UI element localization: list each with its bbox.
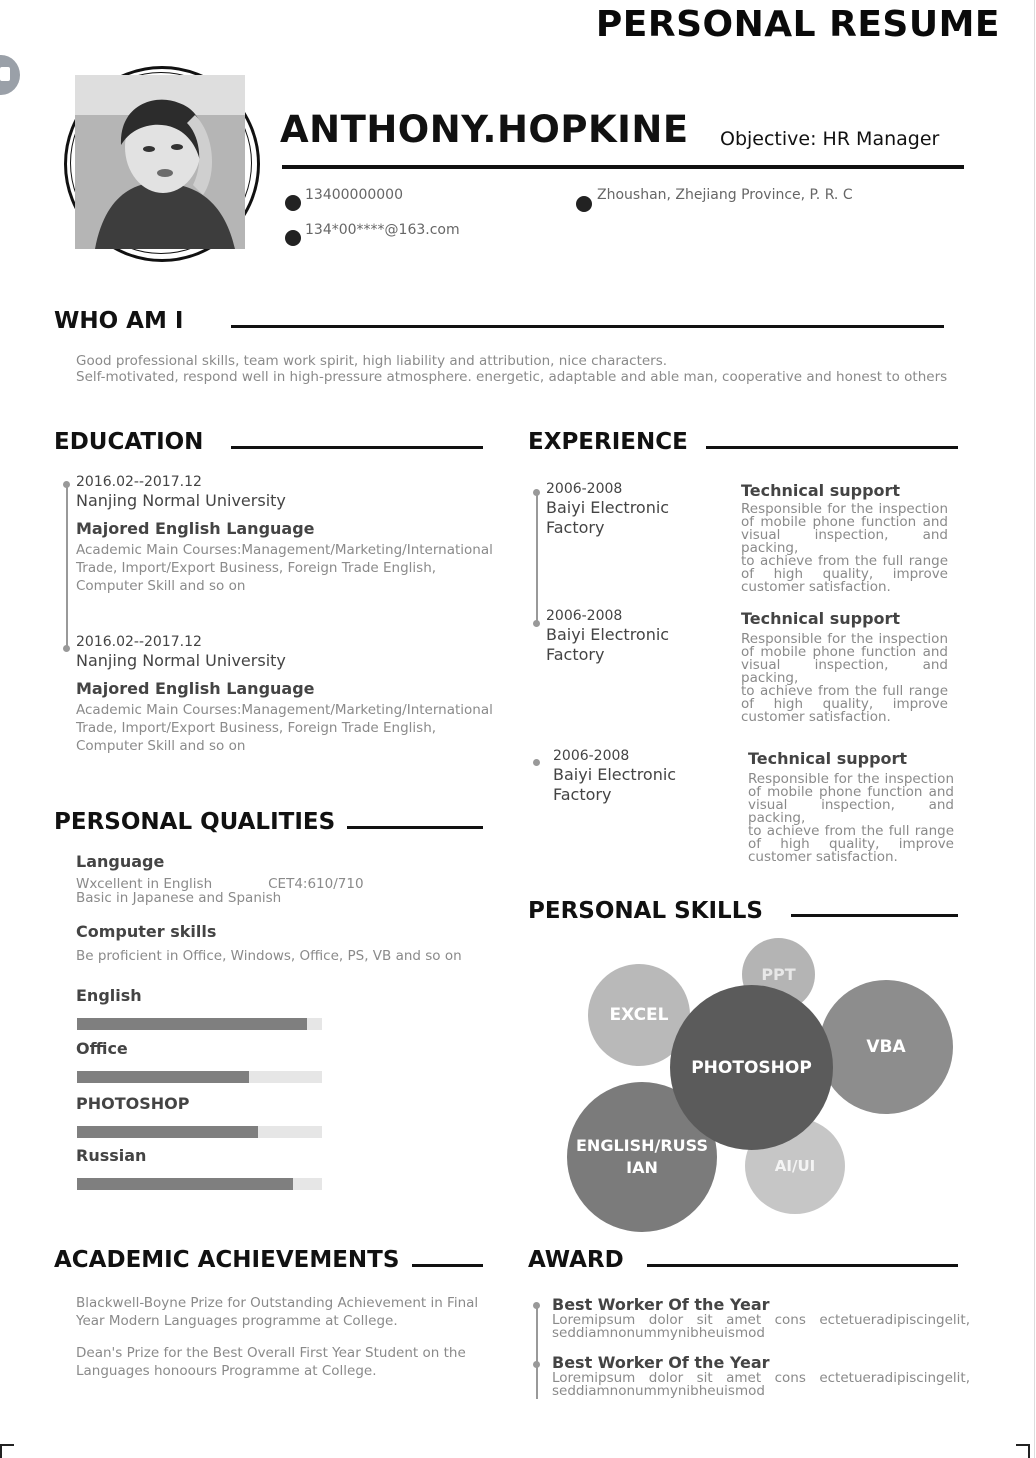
education-item (76, 474, 496, 595)
corner-mark (1016, 1444, 1030, 1458)
experience-company: Factory (553, 785, 612, 804)
experience-role: Technical support (748, 749, 908, 768)
skill-bar-fill (77, 1126, 258, 1138)
avatar (75, 75, 245, 249)
skill-bar-track (77, 1018, 322, 1030)
section-title-academic: ACADEMIC ACHIEVEMENTS (54, 1247, 400, 1273)
timeline-dot (533, 759, 540, 766)
description-line: of high quality, improve (741, 696, 948, 712)
award-description: Loremipsum dolor sit amet cons ectetueradipiscingelit, (552, 1312, 970, 1328)
skill-bubble-english-russian: ENGLISH/RUSS IAN (567, 1082, 717, 1232)
objective: Objective: HR Manager (720, 128, 940, 150)
experience-role: Technical support (741, 609, 901, 628)
description-line: Computer Skill and so on (76, 738, 246, 754)
description-line: of high quality, improve (748, 836, 954, 852)
computer-skills-text: Be proficient in Office, Windows, Office, PS, VB and so on (76, 948, 462, 964)
skill-bubble-photoshop: PHOTOSHOP (670, 985, 833, 1150)
skill-bar-label: English (76, 986, 142, 1005)
experience-role-block (741, 481, 948, 594)
description-line: Academic Main Courses:Management/Marketing/International (76, 542, 493, 558)
skill-bar-track (77, 1178, 322, 1190)
experience-company-block (546, 481, 726, 537)
skill-bar-track (77, 1126, 322, 1138)
description-line: of mobile phone function and (741, 644, 948, 660)
description-line: to achieve from the full range (741, 683, 948, 699)
award-description: seddiamnonummynibheuismod (552, 1383, 765, 1399)
description-line: of mobile phone function and (748, 784, 954, 800)
education-major: Majored English Language (76, 519, 315, 538)
experience-date: 2006-2008 (546, 608, 623, 624)
who-am-i-text (76, 352, 976, 386)
description-line: visual inspection, and packing, (748, 797, 954, 826)
education-description (76, 541, 496, 595)
skill-bubble-ai-ui: AI/UI (745, 1118, 845, 1214)
language-label: Language (76, 852, 165, 871)
education-major: Majored English Language (76, 679, 315, 698)
description-line: visual inspection, and packing, (741, 527, 948, 556)
award-title: Best Worker Of the Year (552, 1353, 770, 1372)
divider (647, 1264, 958, 1267)
timeline-line (536, 492, 538, 624)
experience-company: Baiyi Electronic (546, 625, 670, 644)
section-title-award: AWARD (528, 1247, 624, 1273)
description-line: Responsible for the inspection (741, 631, 948, 647)
award-description: Loremipsum dolor sit amet cons ectetueradipiscingelit, (552, 1370, 970, 1386)
education-school: Nanjing Normal University (76, 651, 286, 670)
experience-role-block (741, 609, 948, 724)
skill-bar-fill (77, 1178, 293, 1190)
award-description: seddiamnonummynibheuismod (552, 1325, 765, 1341)
education-school: Nanjing Normal University (76, 491, 286, 510)
description-line: to achieve from the full range (741, 553, 948, 569)
language-english: Wxcellent in English (76, 876, 213, 892)
skill-bubble-excel: EXCEL (588, 964, 690, 1066)
section-title-personal-skills: PERSONAL SKILLS (528, 898, 763, 924)
section-title-personal-qualities: PERSONAL QUALITIES (54, 809, 336, 835)
education-date: 2016.02--2017.12 (76, 474, 202, 490)
section-title-who-am-i: WHO AM I (54, 308, 184, 334)
skill-bar-label: Office (76, 1039, 128, 1058)
experience-date: 2006-2008 (546, 481, 623, 497)
divider (347, 826, 483, 829)
phone-icon (285, 195, 301, 211)
academic-line: Dean's Prize for the Best Overall First Year Student on the (76, 1345, 466, 1361)
experience-role-block (748, 749, 954, 864)
divider (412, 1264, 483, 1267)
location-pin-icon (576, 196, 592, 212)
computer-skills-label: Computer skills (76, 922, 217, 941)
description-line: visual inspection, and packing, (741, 657, 948, 686)
timeline-dot (63, 481, 70, 488)
experience-company: Factory (546, 645, 605, 664)
skill-bar-fill (77, 1071, 249, 1083)
award-item (552, 1353, 970, 1398)
divider (282, 165, 964, 169)
description-line: Academic Main Courses:Management/Marketing/International (76, 702, 493, 718)
timeline-dot (533, 1302, 540, 1309)
description-line: to achieve from the full range (748, 823, 954, 839)
experience-role: Technical support (741, 481, 901, 500)
award-item (552, 1295, 970, 1340)
experience-description (741, 633, 948, 724)
award-title: Best Worker Of the Year (552, 1295, 770, 1314)
who-am-i-line: Good professional skills, team work spirit, high liability and attribution, nice characters. (76, 353, 668, 369)
education-date: 2016.02--2017.12 (76, 634, 202, 650)
experience-date: 2006-2008 (553, 748, 630, 764)
experience-company: Baiyi Electronic (546, 498, 670, 517)
experience-description (748, 773, 954, 864)
language-details (76, 877, 496, 905)
page-edge (1034, 0, 1035, 1458)
timeline-dot (533, 620, 540, 627)
timeline-line (536, 1305, 538, 1399)
description-line: customer satisfaction. (748, 849, 898, 865)
divider (231, 325, 944, 328)
timeline-dot (533, 1361, 540, 1368)
skill-bar-label: PHOTOSHOP (76, 1094, 190, 1113)
document-title: PERSONAL RESUME (595, 4, 1000, 45)
language-cet-score: CET4:610/710 (268, 876, 364, 892)
experience-company-block (546, 608, 726, 664)
divider (791, 914, 958, 917)
experience-company: Factory (546, 518, 605, 537)
email-address: 134*00****@163.com (305, 222, 460, 238)
education-item (76, 634, 496, 755)
education-description (76, 701, 496, 755)
corner-mark (0, 1444, 14, 1458)
divider (231, 446, 483, 449)
mail-icon (285, 230, 301, 246)
description-line: Trade, Import/Export Business, Foreign Trade English, (76, 560, 437, 576)
skill-bar-track (77, 1071, 322, 1083)
academic-item (76, 1294, 496, 1330)
description-line: of mobile phone function and (741, 514, 948, 530)
side-tab-icon[interactable] (0, 55, 20, 95)
experience-description (741, 503, 948, 594)
timeline-line (66, 484, 68, 650)
timeline-dot (63, 645, 70, 652)
section-title-education: EDUCATION (54, 429, 204, 455)
description-line: of high quality, improve (741, 566, 948, 582)
skill-bubble-ppt: PPT (742, 938, 815, 1011)
experience-company-block (553, 748, 733, 804)
experience-company: Baiyi Electronic (553, 765, 677, 784)
location: Zhoushan, Zhejiang Province, P. R. C (597, 187, 853, 203)
phone-number: 13400000000 (305, 187, 403, 203)
language-other: Basic in Japanese and Spanish (76, 890, 282, 906)
academic-line: Blackwell-Boyne Prize for Outstanding Achievement in Final (76, 1295, 479, 1311)
divider (706, 446, 958, 449)
skill-bubble-vba: VBA (819, 980, 953, 1114)
description-line: customer satisfaction. (741, 709, 891, 725)
section-title-experience: EXPERIENCE (528, 429, 688, 455)
description-line: Trade, Import/Export Business, Foreign Trade English, (76, 720, 437, 736)
timeline-dot (533, 489, 540, 496)
skill-bar-label: Russian (76, 1146, 147, 1165)
description-line: Responsible for the inspection (741, 501, 948, 517)
skill-bar-fill (77, 1018, 307, 1030)
description-line: Responsible for the inspection (748, 771, 954, 787)
who-am-i-line: Self-motivated, respond well in high-pressure atmosphere. energetic, adaptable and able man, cooperative and honest to others (76, 369, 948, 385)
candidate-name: ANTHONY.HOPKINE (280, 108, 689, 151)
academic-item (76, 1344, 496, 1380)
academic-line: Languages honoours Programme at College. (76, 1363, 377, 1379)
description-line: Computer Skill and so on (76, 578, 246, 594)
description-line: customer satisfaction. (741, 579, 891, 595)
academic-line: Year Modern Languages programme at College. (76, 1313, 398, 1329)
